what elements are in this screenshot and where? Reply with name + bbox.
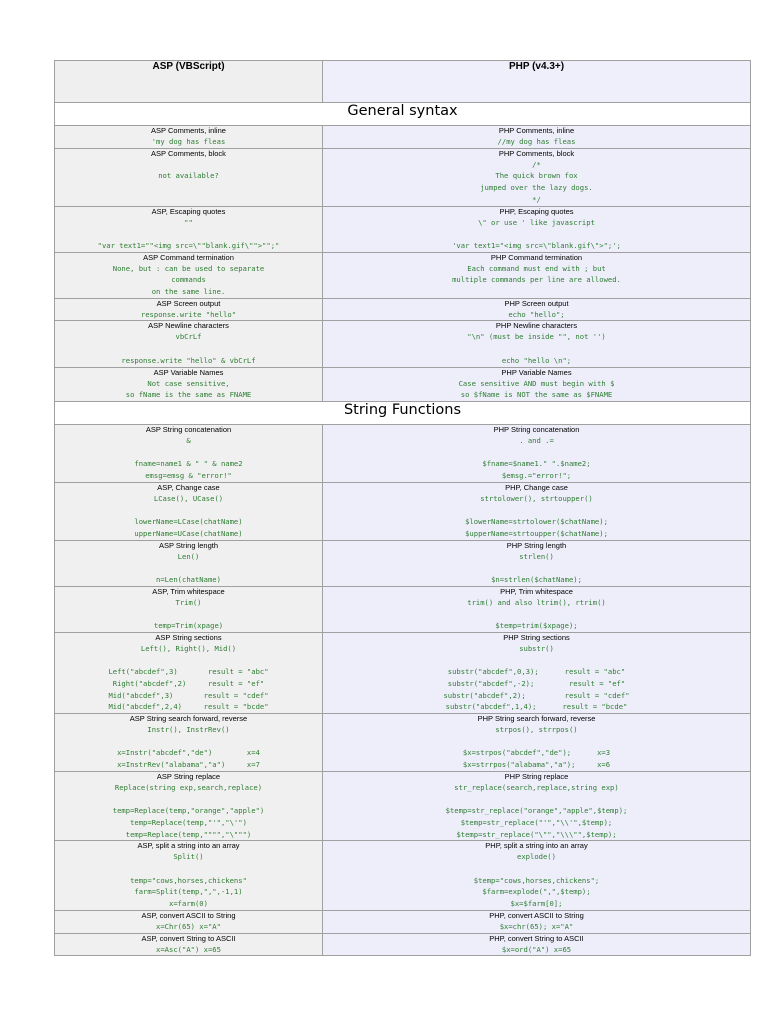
code-line: substr("abcdef",-2); result = "ef" [447,678,626,688]
php-cell [323,910,751,933]
code-line: None, but : can be used to separate [112,263,265,273]
table-row [55,206,751,252]
asp-cell [55,714,323,772]
code-line: $temp=trim($xpage); [495,621,578,631]
code-line: farm=Split(temp,",",-1,1) [134,887,243,897]
code-line [323,343,750,355]
asp-code-example [55,136,322,148]
code-line: Replace(string exp,search,replace) [114,782,263,792]
code-line: "var text1=""<img src=\""blank.gif\"">"";" [97,240,280,250]
php-cell [323,206,751,252]
table-row [55,586,751,632]
code-line: $x=strpos("abcdef","de"); x=3 [462,748,611,758]
asp-code-example [55,597,322,632]
code-line: $n=strlen($chatName); [491,574,582,584]
comparison-table [54,60,751,956]
code-line: strtolower(), strtoupper() [480,493,593,503]
php-feature-label: PHP, Trim whitespace [500,586,573,596]
code-line: $x=chr(65); x="A" [499,921,574,931]
asp-feature-label: ASP, split a string into an array [137,841,240,851]
code-line: explode() [517,852,556,862]
code-line: $temp=str_replace("\"","\\\"",$temp); [456,829,617,839]
php-feature-label: PHP String concatenation [493,424,580,434]
php-feature-label: PHP Variable Names [501,367,572,377]
code-line: The quick brown fox [495,171,578,181]
php-code-example [323,551,750,586]
code-line [55,863,322,875]
code-line: echo "hello"; [508,309,565,319]
code-line: temp=Replace(temp,"orange","apple") [112,806,265,816]
code-line [55,159,322,171]
asp-cell [55,632,323,713]
asp-cell [55,424,323,482]
asp-feature-label: ASP String sections [155,632,222,642]
php-cell [323,367,751,401]
code-line: commands [171,275,206,285]
code-line: & [186,435,191,445]
asp-code-example [55,782,322,841]
code-line: on the same line. [151,287,226,297]
table-row [55,252,751,298]
php-cell [323,771,751,841]
code-line: vbCrLf [175,332,202,342]
php-column-header: PHP (v4.3+) [323,61,751,103]
code-line: //my dog has fleas [497,137,576,146]
code-line [55,182,322,194]
code-line: temp=Trim(xpage) [153,621,224,631]
table-row [55,714,751,772]
asp-cell [55,148,323,206]
php-code-example [323,378,750,401]
php-code-example [323,331,750,366]
code-line: x=Instr("abcdef","de") x=4 [117,748,260,758]
code-line: Mid("abcdef",3) result = "cdef" [108,690,269,700]
asp-feature-label: ASP Variable Names [153,367,224,377]
php-code-example [323,643,750,713]
code-line: Right("abcdef",2) result = "ef" [112,678,265,688]
asp-feature-label: ASP String search forward, reverse [129,714,248,724]
code-line: 'var text1="<img src=\"blank.gif\">";'; [452,240,621,250]
asp-code-example [55,217,322,252]
asp-code-example [55,435,322,482]
asp-cell [55,482,323,540]
code-line: \" or use ' like javascript [478,217,595,227]
table-row [55,933,751,956]
asp-feature-label: ASP, convert String to ASCII [141,933,236,943]
code-line: substr("abcdef",1,4); result = "bcde" [445,702,628,712]
asp-cell [55,586,323,632]
code-line: substr() [519,643,554,653]
php-feature-label: PHP, split a string into an array [485,841,588,851]
asp-cell [55,206,323,252]
asp-column-header: ASP (VBScript) [55,61,323,103]
code-line: $temp="cows,horses,chickens"; [473,875,600,885]
code-line: $temp=str_replace("'","\\'",$temp); [460,817,613,827]
code-line: Case sensitive AND must begin with $ [458,378,615,388]
code-line: LCase(), UCase() [153,493,224,503]
code-line: upperName=UCase(chatName) [134,528,243,538]
table-row [55,367,751,401]
code-line: "" [184,217,193,227]
php-cell [323,841,751,911]
table-row [55,424,751,482]
php-cell [323,424,751,482]
php-code-example [323,782,750,841]
code-line: Left("abcdef",3) result = "abc" [108,667,269,677]
code-line [55,447,322,459]
code-line: Instr(), InstrRev() [147,725,230,735]
php-feature-label: PHP Screen output [504,298,569,308]
code-line: substr("abcdef",2); result = "cdef" [443,690,630,700]
asp-code-example [55,851,322,910]
php-cell [323,540,751,586]
code-line: multiple commands per line are allowed. [452,275,621,285]
table-row [55,321,751,367]
php-cell [323,126,751,149]
code-line [323,794,750,806]
code-line: Each command must end with ; but [467,263,606,273]
code-line: Mid("abcdef",2,4) result = "bcde" [108,702,269,712]
asp-feature-label: ASP Newline characters [148,321,229,331]
asp-code-example [55,724,322,771]
asp-code-example [55,159,322,206]
php-feature-label: PHP String search forward, reverse [477,714,596,724]
code-line: temp=Replace(temp,"""","\""") [125,829,252,839]
code-line: lowerName=LCase(chatName) [134,517,243,527]
php-cell [323,586,751,632]
php-code-example [323,217,750,252]
php-feature-label: PHP, convert String to ASCII [489,933,584,943]
code-line: jumped over the lazy dogs. [480,183,593,193]
code-line: not available? [158,171,219,181]
asp-cell [55,126,323,149]
asp-code-example [55,493,322,540]
php-feature-label: PHP Command termination [490,252,583,262]
asp-cell [55,367,323,401]
code-line: fname=name1 & " " & name2 [134,459,243,469]
php-code-example [323,944,750,956]
asp-code-example [55,944,322,956]
code-line: $fname=$name1." ".$name2; [482,459,591,469]
code-line: strpos(), strrpos() [495,725,578,735]
code-line [323,562,750,574]
code-line: "\n" (must be inside "", not '') [467,332,606,342]
asp-feature-label: ASP String replace [156,771,221,781]
code-line: /* [532,159,541,169]
code-line: */ [532,194,541,204]
php-code-example [323,921,750,933]
code-line [323,863,750,875]
code-line: $temp=str_replace("orange","apple",$temp); [445,806,628,816]
code-line: n=Len(chatName) [156,574,221,584]
code-line: temp="cows,horses,chickens" [130,875,247,885]
php-feature-label: PHP, convert ASCII to String [489,910,584,920]
code-line: $x=$farm[0]; [510,899,563,909]
section-title: String Functions [55,401,751,424]
code-line: trim() and also ltrim(), rtrim() [467,597,606,607]
table-row [55,841,751,911]
section-title: General syntax [55,103,751,126]
code-line [323,655,750,667]
php-code-example [323,724,750,771]
php-code-example [323,263,750,286]
code-line [55,194,322,206]
code-line: $emsg.="error!"; [501,471,572,481]
code-line [55,655,322,667]
php-code-example [323,309,750,321]
code-line: echo "hello \n"; [501,355,572,365]
asp-code-example [55,263,322,298]
php-code-example [323,136,750,148]
asp-feature-label: ASP, Change case [157,482,220,492]
code-line: x=InstrRev("alabama","a") x=7 [117,760,260,770]
code-line [323,736,750,748]
asp-cell [55,841,323,911]
code-line [323,608,750,620]
asp-cell [55,540,323,586]
php-cell [323,148,751,206]
code-line: Left(), Right(), Mid() [140,643,237,653]
table-row [55,126,751,149]
php-code-example [323,159,750,206]
asp-feature-label: ASP Comments, inline [151,126,226,135]
table-row [55,482,751,540]
asp-cell [55,252,323,298]
code-line: $x=ord("A") x=65 [501,944,572,954]
asp-feature-label: ASP, Escaping quotes [151,206,226,216]
asp-feature-label: ASP String concatenation [145,424,232,434]
table-row [55,771,751,841]
table-row [55,148,751,206]
php-feature-label: PHP Comments, block [498,148,575,158]
asp-feature-label: ASP Command termination [143,252,234,262]
table-row [55,910,751,933]
table-row [55,632,751,713]
code-line: strlen() [519,551,554,561]
code-line: Split() [173,852,204,862]
php-code-example [323,851,750,910]
section-row [55,401,751,424]
php-cell [323,482,751,540]
php-cell [323,714,751,772]
code-line [55,504,322,516]
php-cell [323,321,751,367]
asp-cell [55,910,323,933]
code-line: substr("abcdef",0,3); result = "abc" [447,667,626,677]
code-line: . and .= [519,435,554,445]
php-feature-label: PHP Newline characters [495,321,578,331]
code-line: Trim() [175,597,202,607]
asp-feature-label: ASP, convert ASCII to String [141,910,236,920]
php-feature-label: PHP String replace [504,771,569,781]
asp-code-example [55,551,322,586]
asp-cell [55,321,323,367]
php-code-example [323,435,750,482]
code-line: so fName is the same as FNAME [125,390,252,400]
asp-feature-label: ASP Screen output [156,298,221,308]
code-line [55,794,322,806]
code-line: x=Chr(65) x="A" [156,921,221,931]
asp-cell [55,933,323,956]
asp-code-example [55,309,322,321]
php-feature-label: PHP Comments, inline [498,126,575,135]
asp-feature-label: ASP, Trim whitespace [152,586,225,596]
code-line: Len() [177,551,200,561]
table-row [55,540,751,586]
php-feature-label: PHP String sections [503,632,570,642]
php-cell [323,252,751,298]
asp-code-example [55,643,322,713]
code-line: x=farm(0) [169,899,208,909]
section-row [55,103,751,126]
code-line: $upperName=strtoupper($chatName); [465,528,608,538]
code-line [55,736,322,748]
asp-code-example [55,378,322,401]
code-line [55,608,322,620]
php-cell [323,933,751,956]
php-feature-label: PHP, Change case [505,482,568,492]
code-line: so $fName is NOT the same as $FNAME [460,390,613,400]
asp-cell [55,771,323,841]
code-line: 'my dog has fleas [151,137,226,146]
code-line: $x=strrpos("alabama","a"); x=6 [462,760,611,770]
php-cell [323,298,751,321]
asp-code-example [55,331,322,366]
asp-cell [55,298,323,321]
code-line: $lowerName=strtolower($chatName); [465,517,608,527]
asp-feature-label: ASP Comments, block [151,148,226,158]
php-feature-label: PHP String length [506,540,567,550]
asp-code-example [55,921,322,933]
code-line [323,447,750,459]
php-feature-label: PHP, Escaping quotes [499,206,574,216]
code-line: emsg=emsg & "error!" [145,471,232,481]
php-cell [323,632,751,713]
php-code-example [323,597,750,632]
code-line: $farm=explode(",",$temp); [482,887,591,897]
code-line: response.write "hello" & vbCrLf [121,355,256,365]
code-line [55,228,322,240]
php-code-example [323,493,750,540]
code-line: Not case sensitive, [147,378,230,388]
code-line [55,343,322,355]
table-body [55,103,751,956]
table-row [55,298,751,321]
code-line [55,562,322,574]
asp-feature-label: ASP String length [158,540,219,550]
code-line: str_replace(search,replace,string exp) [454,782,619,792]
code-line: response.write "hello" [140,309,237,319]
code-line: temp=Replace(temp,"'","\'") [130,817,247,827]
code-line: x=Asc("A") x=65 [156,944,221,954]
code-line [323,228,750,240]
code-line [323,504,750,516]
